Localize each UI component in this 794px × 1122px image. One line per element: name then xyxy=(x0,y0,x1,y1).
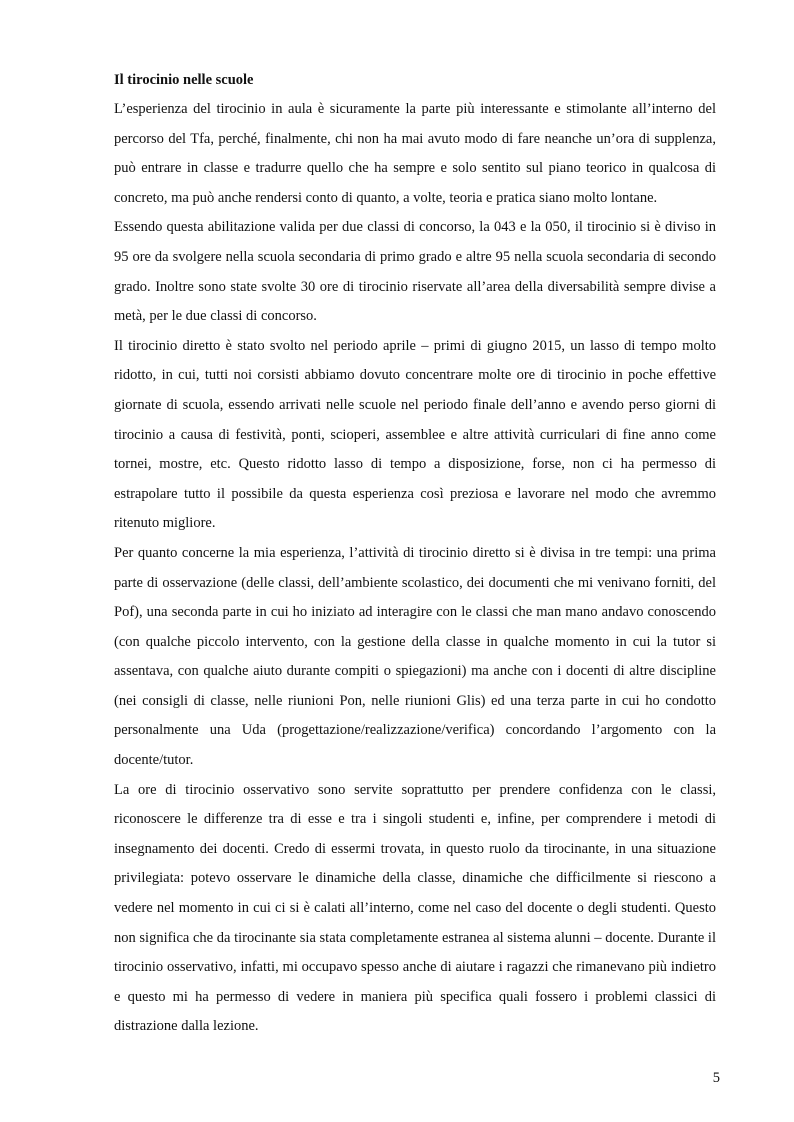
paragraph-intro: L’esperienza del tirocinio in aula è sicuramente la parte più interessante e stimolante all’interno del percorso del Tfa, perché, finalmente, chi non ha mai avuto modo di fare neanche un’ora di supplenza, può entrare in classe e tradurre quello che ha sempre e solo sentito sul piano teorico in qualcosa di concreto, ma può anche rendersi conto di quanto, a volte, teoria e pratica siano molto lontane. xyxy=(114,101,716,206)
paragraph-period: Il tirocinio diretto è stato svolto nel periodo aprile – primi di giugno 2015, un lasso di tempo molto ridotto, in cui, tutti noi corsisti abbiamo dovuto concentrare molte ore di tirocinio in poche effettive giornate di scuola, essendo arrivati nelle scuole nel periodo finale dell’anno e avendo perso giorni di tirocinio a causa di festività, ponti, scioperi, assemblee e altre attività curriculari di fine anno come tornei, mostre, etc. Questo ridotto lasso di tempo a disposizione, forse, non ci ha permesso di estrapolare tutto il possibile da questa esperienza così preziosa e lavorare nel modo che avremmo ritenuto migliore. xyxy=(114,337,716,532)
page-number: 5 xyxy=(712,1070,720,1086)
section-heading: Il tirocinio nelle scuole xyxy=(114,72,254,88)
paragraph-hours: Essendo questa abilitazione valida per due classi di concorso, la 043 e la 050, il tirocinio si è diviso in 95 ore da svolgere nella scuola secondaria di primo grado e altre 95 nella scuola secondaria di secondo grado. Inoltre sono state svolte 30 ore di tirocinio riservate all’area della diversabilità sempre divise a metà, per le due classi di concorso. xyxy=(114,219,716,325)
page-body xyxy=(114,66,716,1042)
paragraph-observation: La ore di tirocinio osservativo sono servite soprattutto per prendere confidenza con le classi, riconoscere le differenze tra di esse e tra i singoli studenti e, infine, per comprendere i metodi di insegnamento dei docenti. Credo di essermi trovata, in questo ruolo da tirocinante, in una situazione privilegiata: potevo osservare le dinamiche della classe, dinamiche che difficilmente si riescono a vedere nel momento in cui ci si è calati all’interno, come nel caso del docente o degli studenti. Questo non significa che da tirocinante sia stata completamente estranea al sistema alunni – docente. Durante il tirocinio osservativo, infatti, mi occupavo spesso anche di aiutare i ragazzi che rimanevano più indietro e questo mi ha permesso di vedere in maniera più specifica quali fossero i problemi classici di distrazione dalla lezione. xyxy=(114,781,716,1035)
paragraph-experience: Per quanto concerne la mia esperienza, l’attività di tirocinio diretto si è divisa in tre tempi: una prima parte di osservazione (delle classi, dell’ambiente scolastico, dei documenti che mi venivano forniti, del Pof), una seconda parte in cui ho iniziato ad interagire con le classi che man mano andavo conoscendo (con qualche piccolo intervento, con la gestione della classe in qualche momento in cui la tutor si assentava, con qualche aiuto durante compiti o spiegazioni) ma anche con i docenti di altre discipline (nei consigli di classe, nelle riunioni Pon, nelle riunioni Glis) ed una terza parte in cui ho condotto personalmente una Uda (progettazione/realizzazione/verifica) concordando l’argomento con la docente/tutor. xyxy=(114,544,716,769)
